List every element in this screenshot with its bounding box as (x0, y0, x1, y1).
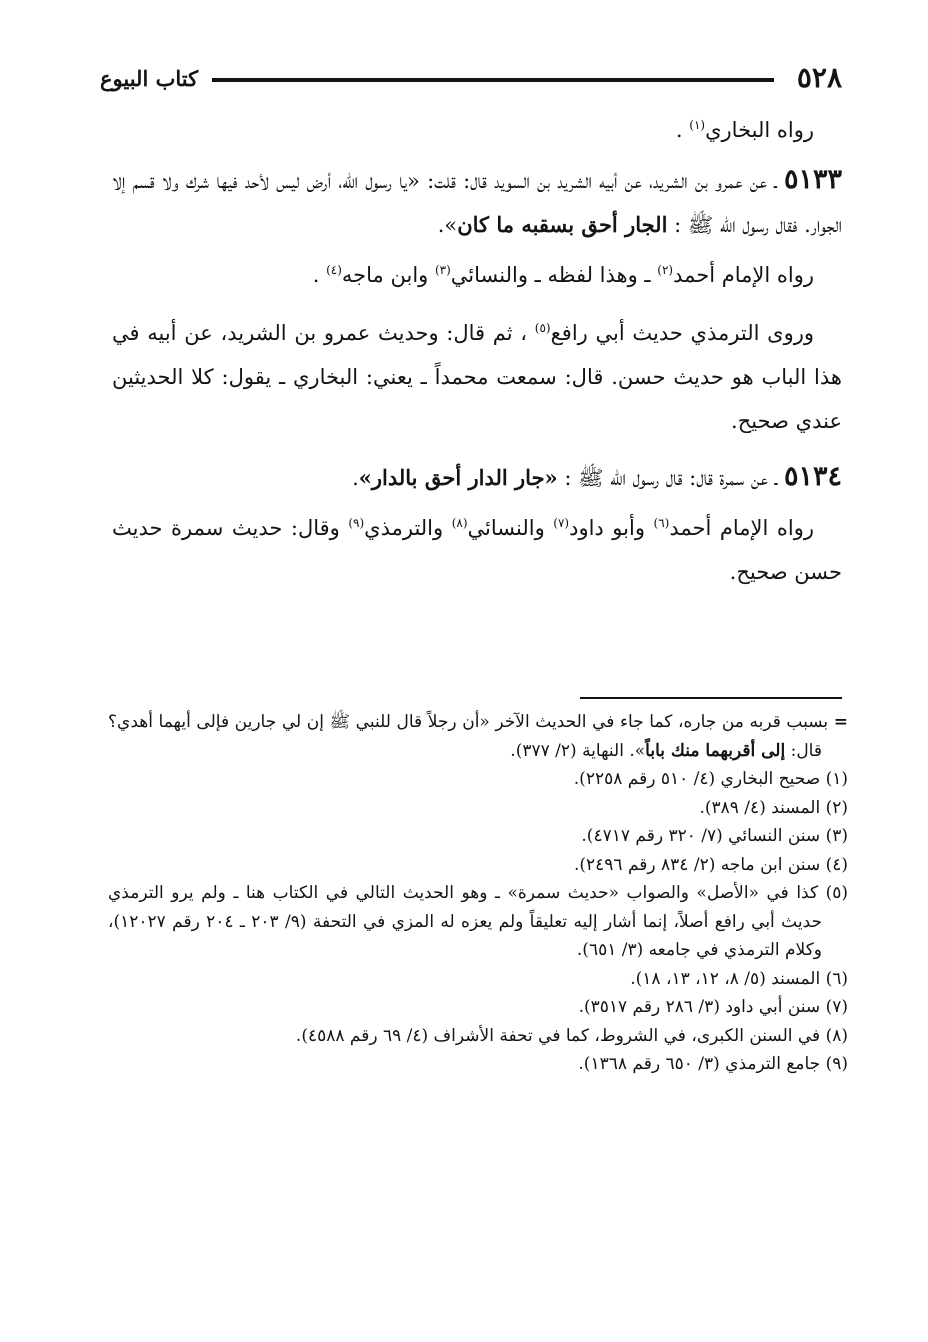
footnote-ref: (٧) (553, 516, 570, 530)
hadith-number: ٥١٣٤ (783, 461, 842, 492)
main-text (112, 108, 842, 594)
footnote-3: (٣) سنن النسائي (٧/ ٣٢٠ رقم ٤٧١٧). (581, 826, 848, 846)
footnote-continued: = بسبب قربه من جاره، كما جاء في الحديث الآخر «أن رجلاً قال للنبي ﷺ إن لي جارين فإلى أيهما أهدي؟ قال: إلى أقربهما منك باباً». النهاية (٢/ ٣٧٧). (108, 712, 848, 761)
intro-narration: رواه البخاري$^{(١)}$ . (675, 118, 814, 142)
footnote-7: (٧) سنن أبي داود (٣/ ٢٨٦ رقم ٣٥١٧). (578, 997, 848, 1017)
hadith-number: ٥١٣٣ (783, 164, 842, 195)
footnote-ref: (٣) (434, 263, 451, 277)
hadith-quote: «جار الدار أحق بالدار» (358, 465, 558, 490)
tirmidhi-comment: وروى الترمذي حديث أبي رافع$^{(٥)}$ ، ثم قال: وحديث عمرو بن الشريد، عن أبيه في هذا الباب هو حديث حسن. قال: سمعت محمداً ـ يعني: البخاري ـ يقول: كلا الحديثين عندي صحيح. (112, 321, 842, 433)
hadith-quote: الجار أحق بسقبه ما كان (457, 212, 668, 237)
footnote-6: (٦) المسند (٥/ ٨، ١٢، ١٣، ١٨). (630, 968, 848, 989)
hadith-5133: ٥١٣٣ ـ عن عمرو بن الشريد، عن أبيه الشريد بن السويد قال: قلت: «يا رسول اللّه، أرض ليس لأحد فيها شرك ولا قسم إلا الجوار. فقال رسول اللّه ﷺ : الجار أحق بسقبه ما كان». (112, 164, 842, 237)
narration-5134: رواه الإمام أحمد$^{(٦)}$ وأبو داود$^{(٧)}$ والنسائي$^{(٨)}$ والترمذي$^{(٩)}$ وقال: حديث سمرة حديث حسن صحيح. (112, 516, 842, 584)
page-number: ٥٢٨ (796, 61, 842, 94)
footnotes (108, 708, 848, 1079)
footnote-1: (١) صحيح البخاري (٤/ ٥١٠ رقم ٢٢٥٨). (573, 769, 848, 789)
footnote-ref: (١) (689, 118, 706, 132)
footnote-ref: (٤) (326, 263, 342, 277)
footnote-ref: (٥) (534, 321, 551, 335)
footnote-4: (٤) سنن ابن ماجه (٢/ ٨٣٤ رقم ٢٤٩٦). (573, 854, 848, 875)
footnote-separator (580, 697, 842, 699)
page-header (100, 60, 842, 100)
header-rule (212, 78, 774, 82)
footnote-9: (٩) جامع الترمذي (٣/ ٦٥٠ رقم ١٣٦٨). (578, 1054, 848, 1074)
footnote-5: (٥) كذا في «الأصل» والصواب «حديث سمرة» ـ وهو الحديث التالي في الكتاب هنا ـ ولم يرو الترمذي حديث أبي رافع أصلاً، إنما أشار إليه تعليقاً ولم يعزه له المزي في التحفة (٩/ ٢٠٣ ـ ٢٠٤ رقم ١٢٠٢٧)، وكلام الترمذي في جامعه (٣/ ٦٥١). (108, 883, 848, 960)
footnote-ref: (٩) (348, 516, 365, 530)
narration-5133: رواه الإمام أحمد$^{(٢)}$ ـ وهذا لفظه ـ والنسائي$^{(٣)}$ وابن ماجه$^{(٤)}$ . (312, 263, 814, 287)
hadith-5134: ٥١٣٤ ـ عن سمرة قال: قال رسول اللّه ﷺ : «جار الدار أحق بالدار». (352, 461, 842, 492)
footnote-ref: (٦) (653, 516, 670, 530)
footnote-ref: (٢) (657, 263, 674, 277)
book-title: كتاب البيوع (100, 66, 199, 91)
footnote-8: (٨) في السنن الكبرى، في الشروط، كما في تحفة الأشراف (٤/ ٦٩ رقم ٤٥٨٨). (295, 1025, 848, 1046)
footnote-2: (٢) المسند (٤/ ٣٨٩). (699, 797, 848, 818)
footnote-ref: (٨) (451, 516, 468, 530)
